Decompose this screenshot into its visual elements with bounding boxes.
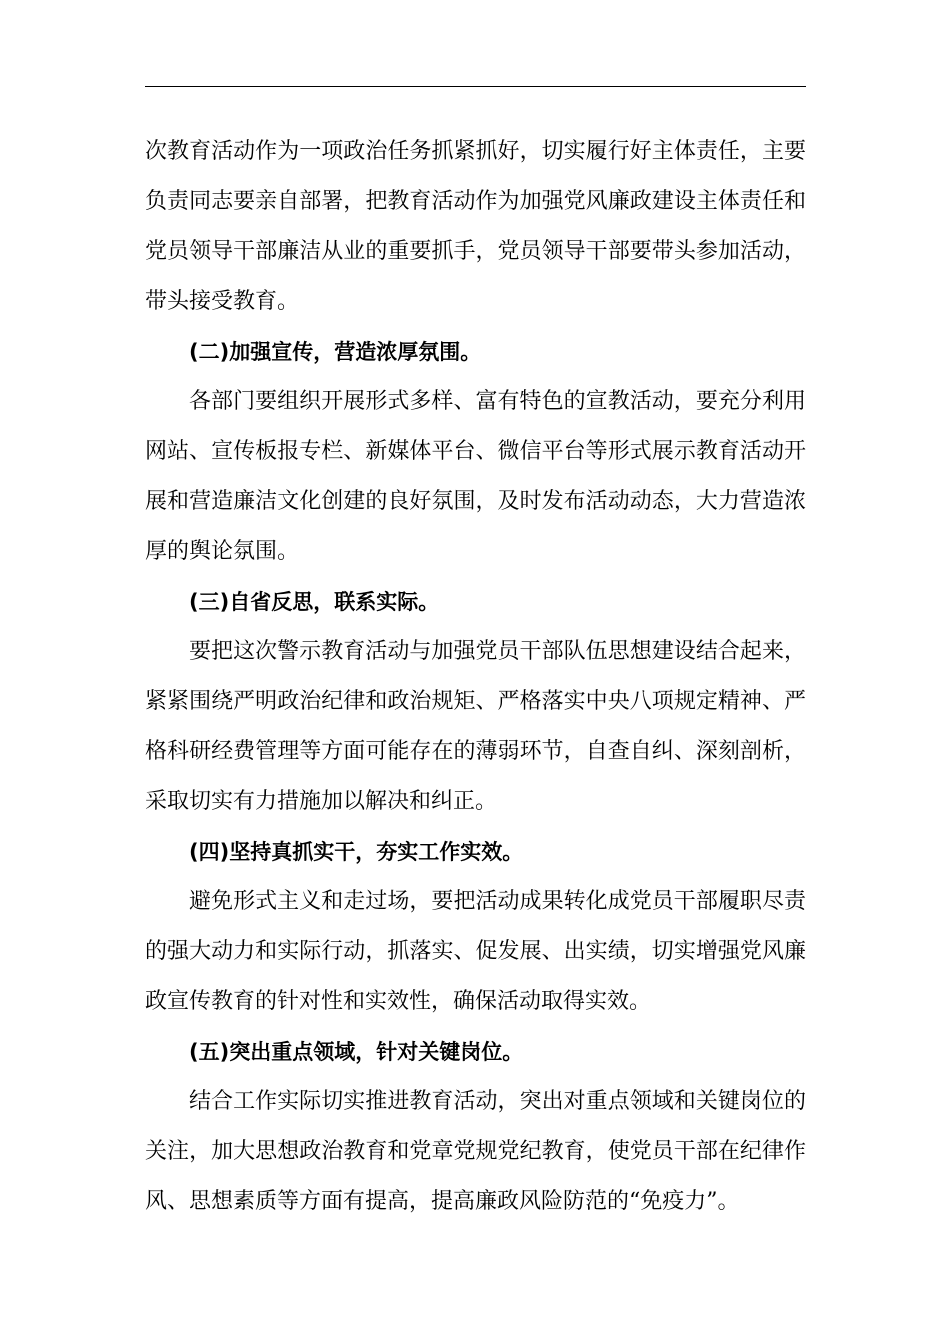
paragraph-practical-work: 避免形式主义和走过场，要把活动成果转化成党员干部履职尽责的强大动力和实际行动，抓落实、促发展、出实绩，切实增强党风廉政宣传教育的针对性和实效性，确保活动取得实效。 bbox=[145, 889, 806, 1014]
paragraph-self-reflection: 要把这次警示教育活动与加强党员干部队伍思想建设结合起来，紧紧围绕严明政治纪律和政治规矩、严格落实中央八项规定精神、严格科研经费管理等方面可能存在的薄弱环节，自查自纠、深刻剖析，采取切实有力措施加以解决和纠正。 bbox=[145, 639, 806, 814]
document-body bbox=[145, 127, 806, 1227]
section-heading-4: (四)坚持真抓实干，夯实工作实效。 bbox=[189, 840, 524, 864]
paragraph-continued: 次教育活动作为一项政治任务抓紧抓好，切实履行好主体责任，主要负责同志要亲自部署，把教育活动作为加强党风廉政建设主体责任和党员领导干部廉洁从业的重要抓手，党员领导干部要带头参加活动，带头接受教育。 bbox=[145, 139, 806, 314]
paragraph-key-areas: 结合工作实际切实推进教育活动，突出对重点领域和关键岗位的关注，加大思想政治教育和党章党规党纪教育，使党员干部在纪律作风、思想素质等方面有提高，提高廉政风险防范的“免疫力”。 bbox=[145, 1089, 806, 1214]
section-heading-2: (二)加强宣传，营造浓厚氛围。 bbox=[189, 340, 482, 364]
section-heading-3: (三)自省反思，联系实际。 bbox=[189, 590, 440, 614]
paragraph-publicity: 各部门要组织开展形式多样、富有特色的宣教活动，要充分利用网站、宣传板报专栏、新媒体平台、微信平台等形式展示教育活动开展和营造廉洁文化创建的良好氛围，及时发布活动动态，大力营造浓厚的舆论氛围。 bbox=[145, 389, 806, 564]
header-rule bbox=[145, 86, 806, 87]
section-heading-5: (五)突出重点领域，针对关键岗位。 bbox=[189, 1040, 524, 1064]
